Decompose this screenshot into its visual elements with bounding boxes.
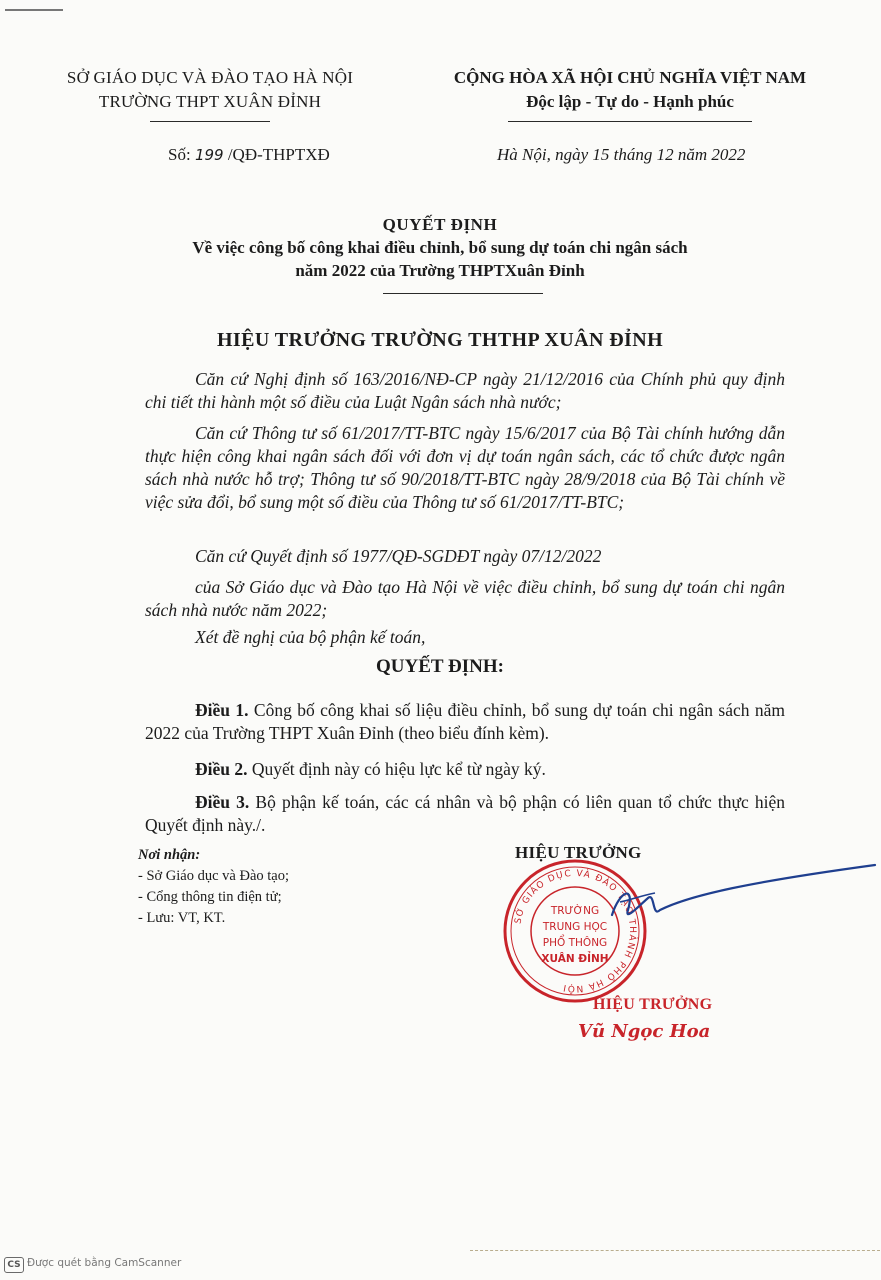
issuing-authority — [60, 66, 360, 114]
header-right-underline — [508, 121, 752, 122]
national-heading — [420, 66, 840, 114]
recipient-item: - Cổng thông tin điện tử; — [138, 889, 282, 905]
basis-decree: Căn cứ Nghị định số 163/2016/NĐ-CP ngày 21/12/2016 của Chính phủ quy định chi tiết thi hành một số điều của Luật Ngân sách nhà nước; — [145, 369, 785, 412]
scan-edge-mark — [5, 9, 63, 11]
camscanner-icon: CS — [4, 1257, 24, 1273]
title-underline — [383, 293, 543, 294]
recipient-item: - Sở Giáo dục và Đào tạo; — [138, 868, 290, 884]
recipients-label: Nơi nhận: — [138, 847, 201, 863]
article-2: Điều 2. Quyết định này có hiệu lực kể từ ngày ký. — [195, 759, 546, 779]
document-title — [100, 213, 780, 282]
stamp-ring-text: SỞ GIÁO DỤC VÀ ĐÀO TẠO THÀNH PHỐ HÀ NỘI — [513, 868, 638, 994]
article-3: Điều 3. Bộ phận kế toán, các cá nhân và bộ phận có liên quan tổ chức thực hiện Quyết định này./. — [145, 792, 785, 835]
stamp-center-line: TRƯỜNG — [550, 905, 600, 917]
basis-decision-cont: của Sở Giáo dục và Đào tạo Hà Nội về việc điều chỉnh, bổ sung dự toán chi ngân sách nhà nước năm 2022; — [145, 577, 785, 620]
signer-title: HIỆU TRƯỞNG — [593, 996, 713, 1013]
stamp-center-line: TRUNG HỌC — [542, 921, 608, 933]
department-name: SỞ GIÁO DỤC VÀ ĐÀO TẠO HÀ NỘI — [66, 68, 354, 87]
footer-edge-line — [470, 1250, 880, 1251]
recipients-block — [138, 845, 289, 929]
handwritten-signature — [600, 860, 880, 940]
title-line-2: Về việc công bố công khai điều chỉnh, bổ sung dự toán chi ngân sách — [192, 238, 688, 257]
title-line-3: năm 2022 của Trường THPTXuân Đỉnh — [295, 261, 585, 280]
motto: Độc lập - Tự do - Hạnh phúc — [526, 92, 734, 111]
stamp-center-line: XUÂN ĐỈNH — [541, 953, 609, 965]
issue-date: Hà Nội, ngày 15 tháng 12 năm 2022 — [497, 145, 746, 164]
basis-circular: Căn cứ Thông tư số 61/2017/TT-BTC ngày 15/6/2017 của Bộ Tài chính hướng dẫn thực hiện công khai ngân sách đối với đơn vị dự toán ngân sách, các tổ chức được ngân sách nhà nước hỗ trợ; Thông tư số 90/2018/TT-BTC ngày 28/9/2018 của Bộ Tài chính về việc sửa đổi, bổ sung một số điều của Thông tư số 61/2017/TT-BTC; — [145, 423, 785, 512]
principal-heading: HIỆU TRƯỞNG TRƯỜNG THTHP XUÂN ĐỈNH — [216, 329, 664, 351]
basis-decision: Căn cứ Quyết định số 1977/QĐ-SGDĐT ngày 07/12/2022 — [195, 546, 602, 566]
recipient-item: - Lưu: VT, KT. — [138, 910, 226, 926]
signer-name: Vũ Ngọc Hoa — [578, 1021, 711, 1042]
header-left-underline — [150, 121, 270, 122]
title-line-1: QUYẾT ĐỊNH — [382, 215, 498, 234]
signature-heading: HIỆU TRƯỞNG — [515, 843, 642, 862]
country-name: CỘNG HÒA XÃ HỘI CHỦ NGHĨA VIỆT NAM — [453, 68, 807, 87]
decision-heading: QUYẾT ĐỊNH: — [376, 656, 504, 677]
scanner-watermark: Được quét bằng CamScanner — [27, 1257, 182, 1269]
article-1: Điều 1. Công bố công khai số liệu điều chỉnh, bổ sung dự toán chi ngân sách năm 2022 của Trường THPT Xuân Đỉnh (theo biểu đính kèm). — [145, 700, 785, 743]
document-number: Số: 199 /QĐ-THPTXĐ — [168, 145, 330, 164]
basis-proposal: Xét đề nghị của bộ phận kế toán, — [195, 627, 426, 647]
stamp-center-line: PHỔ THÔNG — [542, 937, 608, 949]
school-name: TRƯỜNG THPT XUÂN ĐỈNH — [98, 92, 322, 111]
